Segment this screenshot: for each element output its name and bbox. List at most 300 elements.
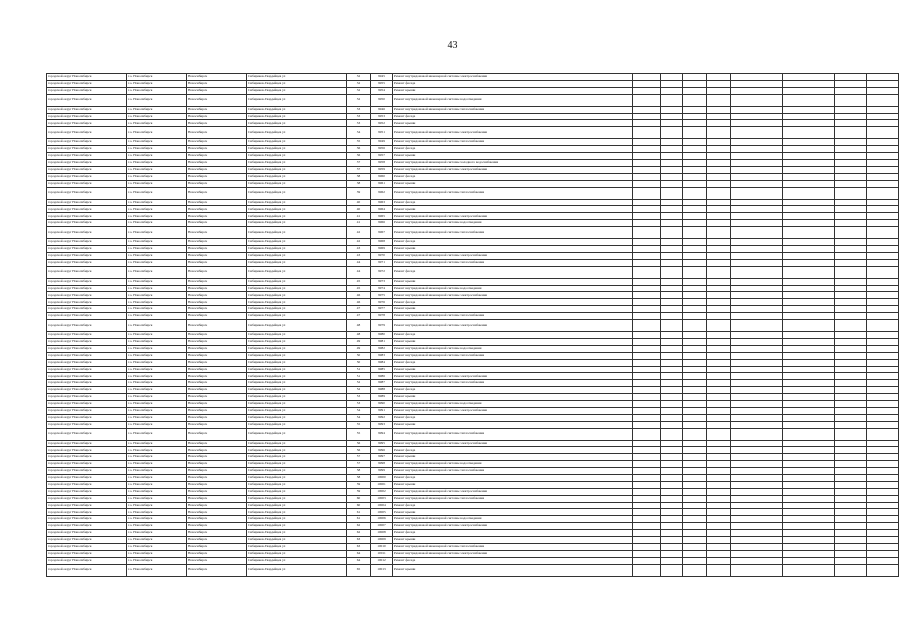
municipality-cell: городской округ Новосибирск xyxy=(47,536,127,543)
street-cell: Сибиряков-Гвардейцев ул xyxy=(247,380,347,387)
empty-cell-a xyxy=(835,299,867,306)
work-type-cell: Ремонт внутридомовой инженерной системы электроснабжения xyxy=(393,373,633,380)
empty-cell-b xyxy=(867,332,899,339)
empty-cell-b xyxy=(867,320,899,332)
total-cell xyxy=(783,292,835,299)
sum-cell xyxy=(731,557,783,564)
plan-year-start-cell xyxy=(683,394,707,401)
plan-year-end-cell xyxy=(707,550,731,557)
empty-cell-a xyxy=(835,387,867,394)
year-cell xyxy=(661,536,683,543)
plan-year-end-cell xyxy=(707,332,731,339)
house-number-cell: 46 xyxy=(347,292,371,299)
sum-cell xyxy=(731,292,783,299)
cost-cell xyxy=(633,509,661,516)
plan-year-end-cell xyxy=(707,523,731,530)
house-number-cell: 64 xyxy=(347,557,371,564)
plan-year-end-cell xyxy=(707,488,731,495)
empty-cell-a xyxy=(835,338,867,345)
table-row xyxy=(47,414,899,421)
table-row xyxy=(47,407,899,414)
municipality-cell: городской округ Новосибирск xyxy=(47,530,127,537)
cost-cell xyxy=(633,266,661,278)
year-cell xyxy=(661,113,683,120)
street-cell: Сибиряков-Гвардейцев ул xyxy=(247,166,347,173)
total-cell xyxy=(783,320,835,332)
municipality-cell: городской округ Новосибирск xyxy=(47,332,127,339)
plan-year-end-cell xyxy=(707,414,731,421)
work-type-cell: Ремонт фасада xyxy=(393,239,633,246)
cost-cell xyxy=(633,246,661,253)
plan-year-start-cell xyxy=(683,447,707,454)
locality-cell: Новосибирск xyxy=(187,220,247,227)
locality-cell: Новосибирск xyxy=(187,421,247,428)
municipality-cell: городской округ Новосибирск xyxy=(47,106,127,113)
sum-cell xyxy=(731,320,783,332)
sum-cell xyxy=(731,87,783,94)
work-type-cell: Ремонт внутридомовой инженерной системы теплоснабжения xyxy=(393,543,633,550)
plan-year-end-cell xyxy=(707,120,731,127)
plan-year-start-cell xyxy=(683,166,707,173)
settlement-cell: г.о. Новосибирск xyxy=(127,259,187,266)
sum-cell xyxy=(731,454,783,461)
street-cell: Сибиряков-Гвардейцев ул xyxy=(247,160,347,167)
sum-cell xyxy=(731,359,783,366)
total-cell xyxy=(783,80,835,87)
total-cell xyxy=(783,173,835,180)
municipality-cell: городской округ Новосибирск xyxy=(47,495,127,502)
locality-cell: Новосибирск xyxy=(187,153,247,160)
cost-cell xyxy=(633,428,661,440)
total-cell xyxy=(783,306,835,313)
cost-cell xyxy=(633,359,661,366)
empty-cell-b xyxy=(867,173,899,180)
sum-cell xyxy=(731,120,783,127)
total-cell xyxy=(783,440,835,447)
sum-cell xyxy=(731,80,783,87)
year-cell xyxy=(661,139,683,146)
sum-cell xyxy=(731,373,783,380)
house-number-cell: 61 xyxy=(347,516,371,523)
table-row xyxy=(47,373,899,380)
settlement-cell: г.о. Новосибирск xyxy=(127,313,187,320)
table-row xyxy=(47,127,899,139)
empty-cell-a xyxy=(835,481,867,488)
cost-cell xyxy=(633,447,661,454)
municipality-cell: городской округ Новосибирск xyxy=(47,366,127,373)
settlement-cell: г.о. Новосибирск xyxy=(127,407,187,414)
object-id-cell: 9988 xyxy=(371,387,393,394)
settlement-cell: г.о. Новосибирск xyxy=(127,239,187,246)
house-number-cell: 37 xyxy=(347,160,371,167)
locality-cell: Новосибирск xyxy=(187,292,247,299)
settlement-cell: г.о. Новосибирск xyxy=(127,180,187,187)
plan-year-start-cell xyxy=(683,338,707,345)
sum-cell xyxy=(731,166,783,173)
work-type-cell: Ремонт внутридомовой инженерной системы теплоснабжения xyxy=(393,428,633,440)
plan-year-end-cell xyxy=(707,474,731,481)
cost-cell xyxy=(633,338,661,345)
object-id-cell: 9965 xyxy=(371,213,393,220)
empty-cell-a xyxy=(835,106,867,113)
work-type-cell: Ремонт фасада xyxy=(393,113,633,120)
plan-year-end-cell xyxy=(707,213,731,220)
sum-cell xyxy=(731,187,783,199)
municipality-cell: городской округ Новосибирск xyxy=(47,227,127,239)
plan-year-end-cell xyxy=(707,380,731,387)
street-cell: Сибиряков-Гвардейцев ул xyxy=(247,206,347,213)
settlement-cell: г.о. Новосибирск xyxy=(127,213,187,220)
municipality-cell: городской округ Новосибирск xyxy=(47,454,127,461)
work-type-cell: Ремонт крыши xyxy=(393,246,633,253)
plan-year-end-cell xyxy=(707,481,731,488)
work-type-cell: Ремонт внутридомовой инженерной системы теплоснабжения xyxy=(393,139,633,146)
plan-year-end-cell xyxy=(707,502,731,509)
total-cell xyxy=(783,187,835,199)
locality-cell: Новосибирск xyxy=(187,394,247,401)
cost-cell xyxy=(633,440,661,447)
work-type-cell: Ремонт фасада xyxy=(393,359,633,366)
sum-cell xyxy=(731,380,783,387)
year-cell xyxy=(661,440,683,447)
work-type-cell: Ремонт крыши xyxy=(393,509,633,516)
settlement-cell: г.о. Новосибирск xyxy=(127,454,187,461)
cost-cell xyxy=(633,454,661,461)
street-cell: Сибиряков-Гвардейцев ул xyxy=(247,400,347,407)
plan-year-start-cell xyxy=(683,113,707,120)
year-cell xyxy=(661,488,683,495)
locality-cell: Новосибирск xyxy=(187,523,247,530)
empty-cell-b xyxy=(867,266,899,278)
plan-year-end-cell xyxy=(707,80,731,87)
street-cell: Сибиряков-Гвардейцев ул xyxy=(247,332,347,339)
table-row xyxy=(47,461,899,468)
year-cell xyxy=(661,313,683,320)
plan-year-start-cell xyxy=(683,550,707,557)
year-cell xyxy=(661,373,683,380)
house-number-cell: 50 xyxy=(347,352,371,359)
street-cell: Сибиряков-Гвардейцев ул xyxy=(247,421,347,428)
empty-cell-a xyxy=(835,292,867,299)
object-id-cell: 10009 xyxy=(371,536,393,543)
empty-cell-b xyxy=(867,87,899,94)
cost-cell xyxy=(633,516,661,523)
municipality-cell: городской округ Новосибирск xyxy=(47,266,127,278)
cost-cell xyxy=(633,407,661,414)
municipality-cell: городской округ Новосибирск xyxy=(47,239,127,246)
year-cell xyxy=(661,160,683,167)
municipality-cell: городской округ Новосибирск xyxy=(47,394,127,401)
settlement-cell: г.о. Новосибирск xyxy=(127,113,187,120)
cost-cell xyxy=(633,213,661,220)
sum-cell xyxy=(731,366,783,373)
locality-cell: Новосибирск xyxy=(187,516,247,523)
settlement-cell: г.о. Новосибирск xyxy=(127,394,187,401)
street-cell: Сибиряков-Гвардейцев ул xyxy=(247,227,347,239)
house-number-cell: 58 xyxy=(347,474,371,481)
house-number-cell: 47 xyxy=(347,306,371,313)
plan-year-end-cell xyxy=(707,557,731,564)
object-id-cell: 9969 xyxy=(371,246,393,253)
house-number-cell: 56 xyxy=(347,447,371,454)
empty-cell-b xyxy=(867,536,899,543)
street-cell: Сибиряков-Гвардейцев ул xyxy=(247,74,347,81)
work-type-cell: Ремонт фасада xyxy=(393,502,633,509)
locality-cell: Новосибирск xyxy=(187,246,247,253)
empty-cell-a xyxy=(835,127,867,139)
work-type-cell: Ремонт внутридомовой инженерной системы электроснабжения xyxy=(393,488,633,495)
plan-year-end-cell xyxy=(707,421,731,428)
street-cell: Сибиряков-Гвардейцев ул xyxy=(247,252,347,259)
year-cell xyxy=(661,94,683,106)
object-id-cell: 9976 xyxy=(371,299,393,306)
settlement-cell: г.о. Новосибирск xyxy=(127,74,187,81)
table-row xyxy=(47,199,899,206)
object-id-cell: 9945 xyxy=(371,74,393,81)
cost-cell xyxy=(633,387,661,394)
settlement-cell: г.о. Новосибирск xyxy=(127,474,187,481)
municipality-cell: городской округ Новосибирск xyxy=(47,352,127,359)
settlement-cell: г.о. Новосибирск xyxy=(127,481,187,488)
street-cell: Сибиряков-Гвардейцев ул xyxy=(247,320,347,332)
work-type-cell: Ремонт внутридомовой инженерной системы водоотведения xyxy=(393,345,633,352)
cost-cell xyxy=(633,127,661,139)
plan-year-end-cell xyxy=(707,373,731,380)
street-cell: Сибиряков-Гвардейцев ул xyxy=(247,474,347,481)
municipality-cell: городской округ Новосибирск xyxy=(47,373,127,380)
empty-cell-b xyxy=(867,338,899,345)
empty-cell-a xyxy=(835,187,867,199)
plan-year-start-cell xyxy=(683,474,707,481)
year-cell xyxy=(661,306,683,313)
total-cell xyxy=(783,502,835,509)
settlement-cell: г.о. Новосибирск xyxy=(127,502,187,509)
settlement-cell: г.о. Новосибирск xyxy=(127,428,187,440)
settlement-cell: г.о. Новосибирск xyxy=(127,320,187,332)
house-number-cell: 62 xyxy=(347,523,371,530)
house-number-cell: 34 xyxy=(347,127,371,139)
empty-cell-b xyxy=(867,180,899,187)
street-cell: Сибиряков-Гвардейцев ул xyxy=(247,394,347,401)
empty-cell-b xyxy=(867,259,899,266)
settlement-cell: г.о. Новосибирск xyxy=(127,94,187,106)
table-row xyxy=(47,259,899,266)
empty-cell-a xyxy=(835,87,867,94)
plan-year-end-cell xyxy=(707,359,731,366)
settlement-cell: г.о. Новосибирск xyxy=(127,373,187,380)
street-cell: Сибиряков-Гвардейцев ул xyxy=(247,550,347,557)
empty-cell-b xyxy=(867,543,899,550)
sum-cell xyxy=(731,400,783,407)
work-type-cell: Ремонт внутридомовой инженерной системы электроснабжения xyxy=(393,550,633,557)
cost-cell xyxy=(633,550,661,557)
work-type-cell: Ремонт внутридомовой инженерной системы теплоснабжения xyxy=(393,468,633,475)
empty-cell-b xyxy=(867,352,899,359)
object-id-cell: 9973 xyxy=(371,278,393,285)
empty-cell-a xyxy=(835,173,867,180)
cost-cell xyxy=(633,461,661,468)
plan-year-end-cell xyxy=(707,139,731,146)
street-cell: Сибиряков-Гвардейцев ул xyxy=(247,502,347,509)
table-row xyxy=(47,530,899,537)
total-cell xyxy=(783,454,835,461)
street-cell: Сибиряков-Гвардейцев ул xyxy=(247,461,347,468)
total-cell xyxy=(783,536,835,543)
locality-cell: Новосибирск xyxy=(187,373,247,380)
cost-cell xyxy=(633,74,661,81)
plan-year-start-cell xyxy=(683,400,707,407)
municipality-cell: городской округ Новосибирск xyxy=(47,400,127,407)
plan-year-start-cell xyxy=(683,180,707,187)
locality-cell: Новосибирск xyxy=(187,313,247,320)
plan-year-end-cell xyxy=(707,278,731,285)
work-type-cell: Ремонт внутридомовой инженерной системы теплоснабжения xyxy=(393,313,633,320)
total-cell xyxy=(783,400,835,407)
settlement-cell: г.о. Новосибирск xyxy=(127,352,187,359)
plan-year-end-cell xyxy=(707,454,731,461)
street-cell: Сибиряков-Гвардейцев ул xyxy=(247,387,347,394)
empty-cell-a xyxy=(835,557,867,564)
work-type-cell: Ремонт крыши xyxy=(393,153,633,160)
settlement-cell: г.о. Новосибирск xyxy=(127,120,187,127)
locality-cell: Новосибирск xyxy=(187,180,247,187)
plan-year-start-cell xyxy=(683,259,707,266)
empty-cell-a xyxy=(835,278,867,285)
street-cell: Сибиряков-Гвардейцев ул xyxy=(247,313,347,320)
empty-cell-b xyxy=(867,120,899,127)
cost-cell xyxy=(633,299,661,306)
locality-cell: Новосибирск xyxy=(187,199,247,206)
settlement-cell: г.о. Новосибирск xyxy=(127,199,187,206)
object-id-cell: 9998 xyxy=(371,461,393,468)
year-cell xyxy=(661,227,683,239)
work-type-cell: Ремонт внутридомовой инженерной системы теплоснабжения xyxy=(393,187,633,199)
empty-cell-b xyxy=(867,285,899,292)
work-type-cell: Ремонт крыши xyxy=(393,366,633,373)
plan-year-end-cell xyxy=(707,153,731,160)
settlement-cell: г.о. Новосибирск xyxy=(127,447,187,454)
cost-cell xyxy=(633,180,661,187)
settlement-cell: г.о. Новосибирск xyxy=(127,495,187,502)
object-id-cell: 10011 xyxy=(371,550,393,557)
street-cell: Сибиряков-Гвардейцев ул xyxy=(247,306,347,313)
work-type-cell: Ремонт фасада xyxy=(393,447,633,454)
year-cell xyxy=(661,246,683,253)
locality-cell: Новосибирск xyxy=(187,428,247,440)
total-cell xyxy=(783,414,835,421)
street-cell: Сибиряков-Гвардейцев ул xyxy=(247,299,347,306)
table-row xyxy=(47,160,899,167)
work-type-cell: Ремонт крыши xyxy=(393,306,633,313)
locality-cell: Новосибирск xyxy=(187,387,247,394)
total-cell xyxy=(783,550,835,557)
object-id-cell: 9966 xyxy=(371,220,393,227)
plan-year-end-cell xyxy=(707,536,731,543)
total-cell xyxy=(783,180,835,187)
plan-year-start-cell xyxy=(683,199,707,206)
empty-cell-a xyxy=(835,80,867,87)
settlement-cell: г.о. Новосибирск xyxy=(127,278,187,285)
house-number-cell: 48 xyxy=(347,332,371,339)
plan-year-end-cell xyxy=(707,113,731,120)
empty-cell-b xyxy=(867,146,899,153)
empty-cell-a xyxy=(835,516,867,523)
locality-cell: Новосибирск xyxy=(187,366,247,373)
empty-cell-a xyxy=(835,160,867,167)
plan-year-end-cell xyxy=(707,564,731,576)
table-row xyxy=(47,166,899,173)
empty-cell-b xyxy=(867,509,899,516)
house-number-cell: 63 xyxy=(347,536,371,543)
empty-cell-a xyxy=(835,461,867,468)
work-type-cell: Ремонт крыши xyxy=(393,87,633,94)
municipality-cell: городской округ Новосибирск xyxy=(47,278,127,285)
total-cell xyxy=(783,474,835,481)
object-id-cell: 10001 xyxy=(371,481,393,488)
cost-cell xyxy=(633,352,661,359)
year-cell xyxy=(661,74,683,81)
year-cell xyxy=(661,454,683,461)
empty-cell-a xyxy=(835,428,867,440)
year-cell xyxy=(661,332,683,339)
year-cell xyxy=(661,530,683,537)
object-id-cell: 9986 xyxy=(371,373,393,380)
cost-cell xyxy=(633,530,661,537)
plan-year-start-cell xyxy=(683,153,707,160)
total-cell xyxy=(783,94,835,106)
cost-cell xyxy=(633,320,661,332)
object-id-cell: 9977 xyxy=(371,306,393,313)
empty-cell-b xyxy=(867,299,899,306)
object-id-cell: 10013 xyxy=(371,564,393,576)
empty-cell-a xyxy=(835,252,867,259)
cost-cell xyxy=(633,373,661,380)
settlement-cell: г.о. Новосибирск xyxy=(127,166,187,173)
year-cell xyxy=(661,187,683,199)
empty-cell-b xyxy=(867,407,899,414)
table-row xyxy=(47,278,899,285)
street-cell: Сибиряков-Гвардейцев ул xyxy=(247,113,347,120)
total-cell xyxy=(783,120,835,127)
work-type-cell: Ремонт внутридомовой инженерной системы электроснабжения xyxy=(393,440,633,447)
table-row xyxy=(47,454,899,461)
total-cell xyxy=(783,468,835,475)
total-cell xyxy=(783,543,835,550)
street-cell: Сибиряков-Гвардейцев ул xyxy=(247,536,347,543)
plan-year-start-cell xyxy=(683,373,707,380)
house-number-cell: 44 xyxy=(347,266,371,278)
street-cell: Сибиряков-Гвардейцев ул xyxy=(247,213,347,220)
empty-cell-b xyxy=(867,400,899,407)
empty-cell-b xyxy=(867,366,899,373)
table-row xyxy=(47,266,899,278)
municipality-cell: городской округ Новосибирск xyxy=(47,80,127,87)
empty-cell-a xyxy=(835,74,867,81)
total-cell xyxy=(783,206,835,213)
cost-cell xyxy=(633,199,661,206)
locality-cell: Новосибирск xyxy=(187,468,247,475)
sum-cell xyxy=(731,299,783,306)
house-number-cell: 62 xyxy=(347,530,371,537)
settlement-cell: г.о. Новосибирск xyxy=(127,543,187,550)
total-cell xyxy=(783,74,835,81)
street-cell: Сибиряков-Гвардейцев ул xyxy=(247,173,347,180)
work-type-cell: Ремонт внутридомовой инженерной системы холодного водоснабжения xyxy=(393,160,633,167)
empty-cell-b xyxy=(867,160,899,167)
empty-cell-a xyxy=(835,523,867,530)
house-number-cell: 55 xyxy=(347,428,371,440)
object-id-cell: 9991 xyxy=(371,407,393,414)
